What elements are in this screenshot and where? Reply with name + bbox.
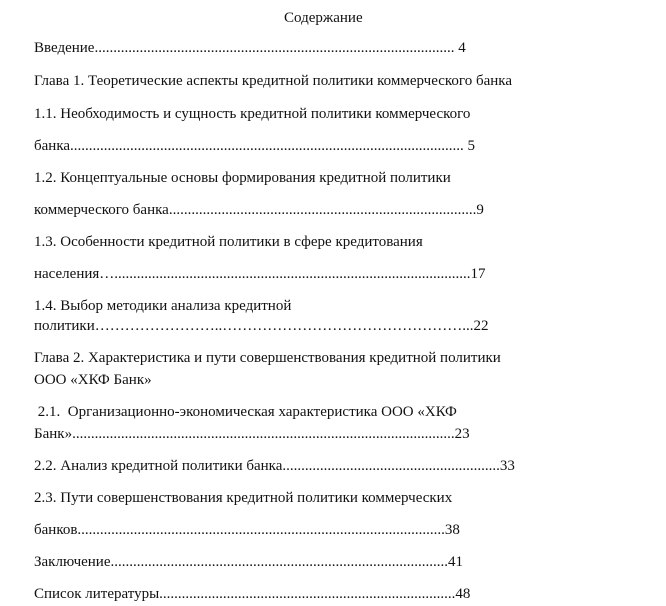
toc-line: коммерческого банка..................................................................................9 xyxy=(34,202,484,218)
toc-line: 1.1. Необходимость и сущность кредитной политики коммерческого xyxy=(34,106,471,122)
toc-line: Заключение..........................................................................................41 xyxy=(34,554,463,570)
toc-line: банка......................................................................................................... 5 xyxy=(34,138,476,154)
toc-line: Глава 1. Теоретические аспекты кредитной политики коммерческого банка xyxy=(34,73,512,89)
toc-line: политики……………………..…………………………………………...22 xyxy=(34,318,489,334)
toc-line: 1.3. Особенности кредитной политики в сфере кредитования xyxy=(34,234,423,250)
toc-line: Банк»......................................................................................................23 xyxy=(34,426,470,442)
toc-line: Введение................................................................................................ 4 xyxy=(34,40,466,56)
toc-line: 2.2. Анализ кредитной политики банка..........................................................33 xyxy=(34,458,515,474)
toc-line: банков..................................................................................................38 xyxy=(34,522,460,538)
toc-line: 1.2. Концептуальные основы формирования кредитной политики xyxy=(34,170,451,186)
toc-line: 2.1. Организационно-экономическая характеристика ООО «ХКФ xyxy=(34,404,457,420)
toc-line: ООО «ХКФ Банк» xyxy=(34,372,152,388)
toc-line: населения…...............................................................................................17 xyxy=(34,266,486,282)
toc-line: 1.4. Выбор методики анализа кредитной xyxy=(34,298,292,314)
toc-title: Содержание xyxy=(284,10,363,26)
toc-line: Глава 2. Характеристика и пути совершенствования кредитной политики xyxy=(34,350,501,366)
toc-line: 2.3. Пути совершенствования кредитной политики коммерческих xyxy=(34,490,453,506)
toc-line: Список литературы...............................................................................48 xyxy=(34,586,471,602)
